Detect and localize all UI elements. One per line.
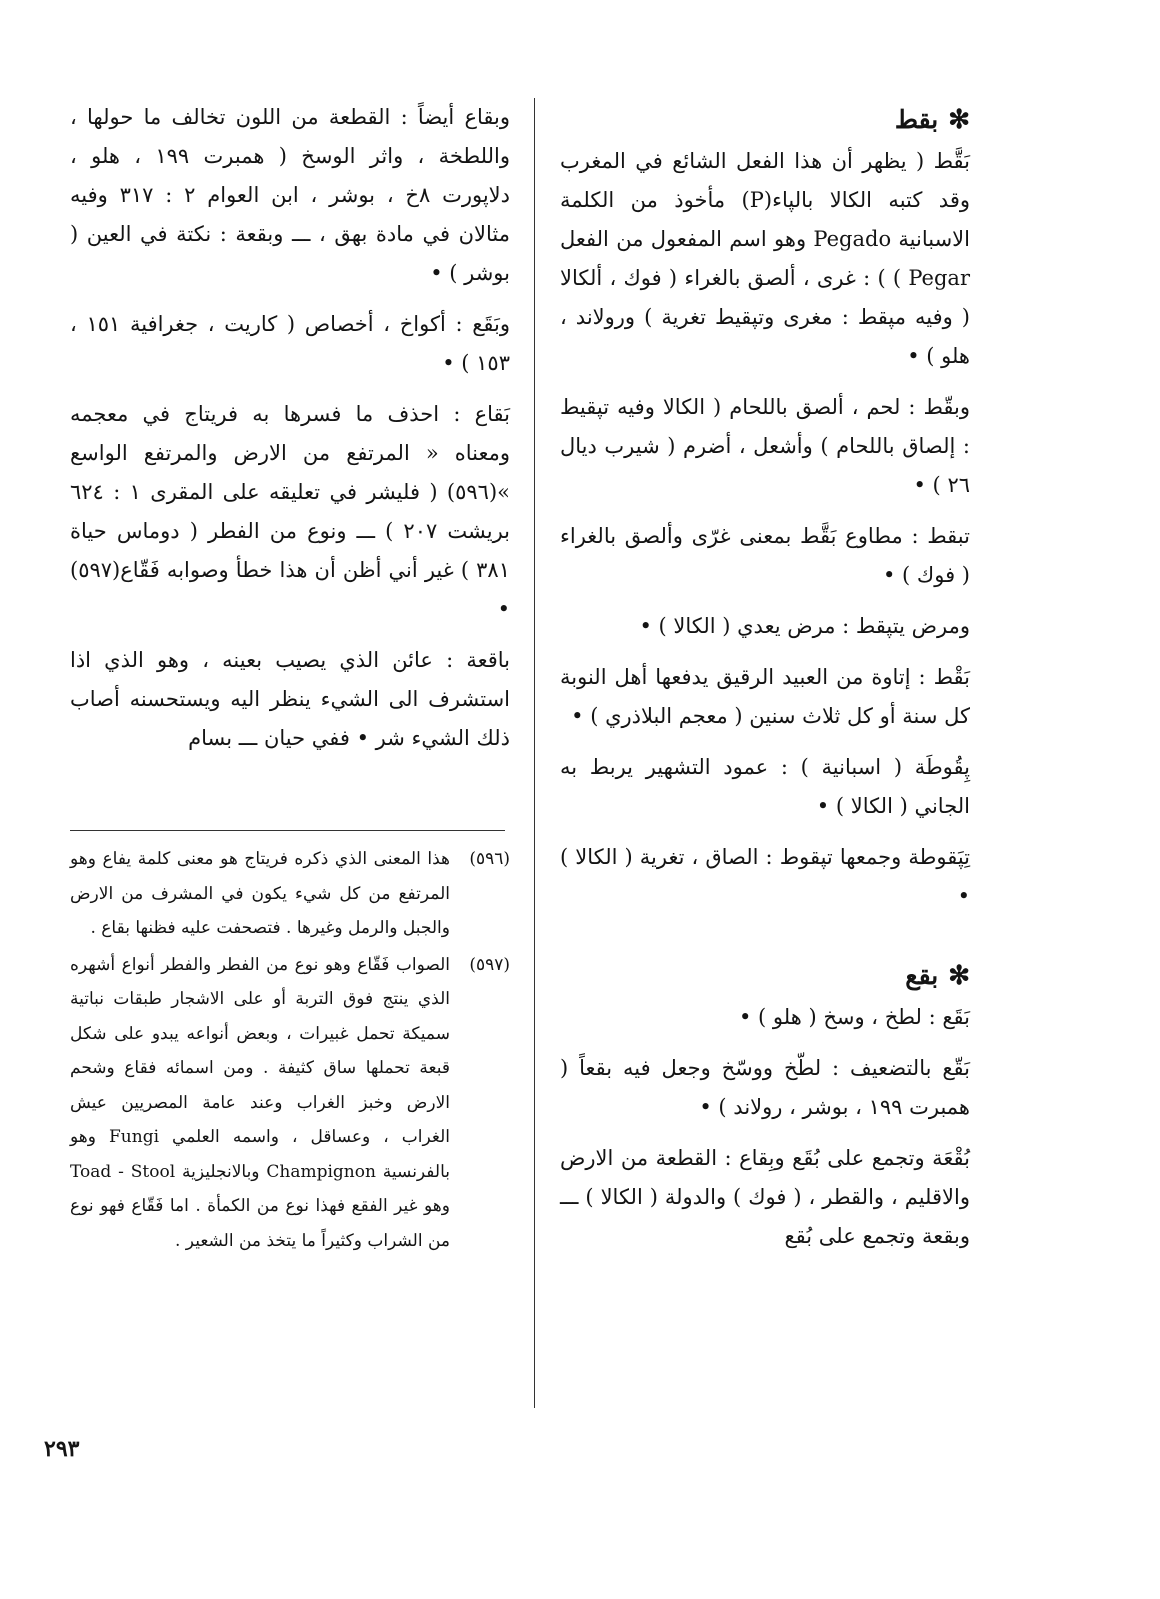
footnote-number: (٥٩٧): [469, 954, 510, 975]
footnote: [70, 842, 510, 946]
footnotes: [70, 842, 510, 1260]
entry: وبَقَع : أكواخ ، أخصاص ( كاريت ، جغرافية ١٥١ ، ١٥٣ ) •: [70, 312, 510, 375]
entry: بَقَع : لطخ ، وسخ ( هلو ) •: [738, 1005, 970, 1029]
asterisk-icon: ✻: [948, 105, 970, 135]
entry: بَقّع بالتضعيف : لطّخ ووسّخ وجعل فيه بقعاً ( همبرت ١٩٩ ، بوشر ، رولاند ) •: [560, 1056, 970, 1119]
entry: پِقُوطَة ( اسبانية ) : عمود التشهير يربط به الجاني ( الكالا ) •: [560, 755, 970, 818]
root-label: بقع: [905, 961, 939, 990]
entry: باقعة : عائن الذي يصيب بعينه ، وهو الذي اذا استشرف الى الشيء ينظر اليه ويستحسنه أصاب ذلك الشيء شر • ففي حيان ـــ بسام: [70, 648, 510, 750]
footnote-text: هذا المعنى الذي ذكره فريتاج هو معنى كلمة يفاع وهو المرتفع من كل شيء يكون في المشرف من الارض والجبل والرمل وغيرها . فتصحفت عليه فظنها بقاع .: [70, 849, 450, 938]
entry: وبقّط : لحم ، ألصق باللحام ( الكالا وفيه تپقيط : إلصاق باللحام ) وأشعل ، أضرم ( شيرب ديال ٢٦ ) •: [560, 395, 970, 497]
root-label: بقط: [894, 105, 939, 134]
footnote-text: الصواب فَقّاع وهو نوع من الفطر والفطر أنواع أشهره الذي ينتج فوق التربة أو على الاشجار طبقات نباتية سميكة تحمل غبيرات ، وبعض أنواعه يبدو على شكل قبعة تحملها ساق كثيفة . ومن اسمائه فقاع وشحم الارض وخبز الغراب وعند عامة المصريين عيش الغراب ، وعساقل ، واسمه العلمي Fungi وهو بالفرنسية Champignon وبالانجليزية Toad - Stool وهو غير الفقع فهذا نوع من الكمأة . اما فَقّاع فهو نوع من الشراب وكثيراً ما يتخذ من الشعير .: [70, 954, 450, 1251]
entry: تِپَقوطة وجمعها تپقوط : الصاق ، تغرية ( الكالا ) •: [560, 845, 970, 908]
entry: بَقْط : إتاوة من العبيد الرقيق يدفعها أهل النوبة كل سنة أو كل ثلاث سنين ( معجم البلاذري ) •: [560, 665, 970, 728]
entry: بَقاع : احذف ما فسرها به فريتاج في معجمه ومعناه « المرتفع من الارض والمرتفع الواسع »(٥٩٦) ( فليشر في تعليقه على المقرى ١ : ٦٢٤ بريشت ٢٠٧ ) ـــ ونوع من الفطر ( دوماس حياة ٣٨١ ) غير أني أظن أن هذا خطأ وصوابه فَقّاع(٥٩٧) •: [70, 402, 510, 621]
page-number: ٢٩٣: [44, 1436, 80, 1462]
left-column: [70, 98, 510, 770]
entry: ومرض يتپقط : مرض يعدي ( الكالا ) •: [639, 614, 970, 638]
entry: تبقط : مطاوع بَقَّط بمعنى غرّى وألصق بالغراء ( فوك ) •: [560, 524, 970, 587]
entry: وبقاع أيضاً : القطعة من اللون تخالف ما حولها ، واللطخة ، واثر الوسخ ( همبرت ١٩٩ ، هلو ، دلاپورت ٨خ ، بوشر ، ابن العوام ٢ : ٣١٧ وفيه مثالان في مادة بهق ، ـــ وبقعة : نكتة في العين ( بوشر ) •: [70, 105, 511, 285]
root-heading-bqt: [560, 100, 970, 140]
asterisk-icon: ✻: [948, 961, 970, 991]
entry: بُقْعَة وتجمع على بُقَع وبِقاع : القطعة من الارض والاقليم ، والقطر ، ( فوك ) والدولة ( الكالا ) ـــ وبقعة وتجمع على بُقع: [560, 1146, 970, 1248]
root-heading-bq3: [560, 956, 970, 996]
footnote: [70, 948, 510, 1259]
column-divider: [534, 98, 535, 1408]
footnote-separator: [70, 830, 505, 831]
entry: بَقَّط ( يظهر أن هذا الفعل الشائع في المغرب وقد كتبه الكالا بالپاء(P) مأخوذ من الكلمة الاسبانية Pegado وهو اسم المفعول من الفعل Pegar ) ) : غرى ، ألصق بالغراء ( فوك ، ألكالا ( وفيه مپقط : مغرى وتپقيط تغرية ) ورولاند ، هلو ) •: [560, 149, 971, 368]
footnote-number: (٥٩٦): [469, 849, 510, 869]
right-column: [560, 100, 970, 1268]
